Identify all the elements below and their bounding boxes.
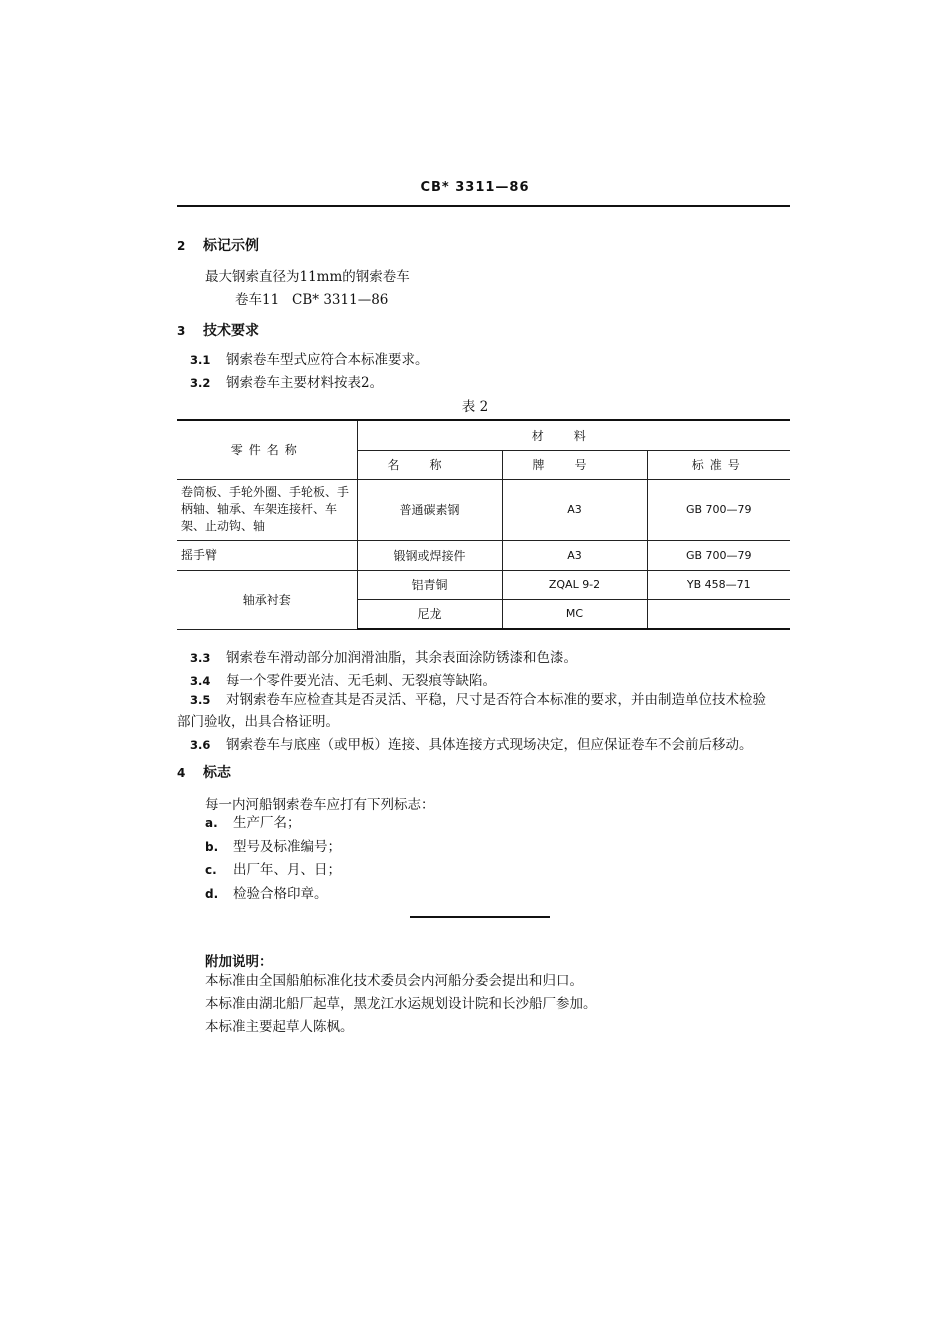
clause-3-5 [190, 688, 766, 708]
section-3-heading [177, 320, 259, 340]
notes-title: 附加说明： [205, 954, 273, 970]
list-item: a. 生产厂名； [205, 815, 301, 831]
cell-name: 铝青铜 [357, 570, 502, 599]
clause-text: 钢索卷车主要材料按表2。 [226, 375, 384, 391]
cell-part: 卷筒板、手轮外圈、手轮板、手柄轴、轴承、车架连接杆、车架、止动钩、轴 [177, 479, 357, 540]
materials-table [177, 419, 790, 630]
cell-standard [647, 599, 790, 629]
clause-number: 3.2 [190, 376, 211, 390]
clause-number: 3.5 [190, 693, 211, 707]
header-material: 材料 [357, 420, 790, 450]
cell-name: 尼龙 [357, 599, 502, 629]
subheader-grade: 牌号 [502, 450, 647, 479]
section-number: 4 [177, 766, 186, 780]
header-part-name: 零件名称 [177, 420, 357, 479]
cell-name: 锻钢或焊接件 [357, 540, 502, 570]
clause-3-1 [190, 348, 429, 368]
section-title: 技术要求 [203, 323, 259, 339]
section-number: 2 [177, 239, 186, 253]
section-title: 标记示例 [203, 238, 259, 254]
list-item: c. 出厂年、月、日； [205, 862, 341, 878]
clause-number: 3.4 [190, 674, 211, 688]
marking-example-code: 卷车11 CB* 3311—86 [235, 292, 389, 308]
subheader-name: 名称 [357, 450, 502, 479]
subheader-standard: 标准号 [647, 450, 790, 479]
cell-grade: A3 [502, 540, 647, 570]
clause-3-4 [190, 669, 496, 689]
section-number: 3 [177, 324, 186, 338]
notes-line: 本标准主要起草人陈枫。 [205, 1019, 354, 1035]
section-2-heading [177, 235, 259, 255]
cell-grade: ZQAL 9-2 [502, 570, 647, 599]
cell-part: 轴承衬套 [177, 570, 357, 629]
notes-line: 本标准由湖北船厂起草，黑龙江水运规划设计院和长沙船厂参加。 [205, 996, 597, 1012]
list-item: d. 检验合格印章。 [205, 885, 328, 902]
clause-3-3 [190, 646, 577, 666]
cell-standard: GB 700—79 [647, 540, 790, 570]
table-caption: 表 2 [461, 399, 489, 415]
clause-number: 3.6 [190, 738, 211, 752]
cell-grade: A3 [502, 479, 647, 540]
cell-grade: MC [502, 599, 647, 629]
table-row [177, 479, 790, 540]
list-item: b. 型号及标准编号； [205, 838, 341, 855]
section-4-heading [177, 762, 231, 782]
table-row [177, 540, 790, 570]
notes-body [205, 970, 597, 1039]
marking-list [205, 812, 341, 906]
cell-part: 摇手臂 [177, 540, 357, 570]
clause-3-5-continuation: 部门验收，出具合格证明。 [177, 714, 339, 730]
cell-name: 普通碳素钢 [357, 479, 502, 540]
document-code: CB* 3311—86 [420, 180, 530, 195]
clause-text: 钢索卷车型式应符合本标准要求。 [226, 352, 429, 368]
clause-text: 每一个零件要光洁、无毛刺、无裂痕等缺陷。 [226, 673, 496, 689]
header-rule [177, 205, 790, 207]
end-separator-rule [410, 916, 550, 918]
clause-text: 对钢索卷车应检查其是否灵活、平稳，尺寸是否符合本标准的要求，并由制造单位技术检验 [226, 692, 766, 708]
table-row [177, 570, 790, 599]
clause-3-6 [190, 733, 753, 753]
section-title: 标志 [203, 765, 231, 781]
marking-example-line: 最大钢索直径为11mm的钢索卷车 [205, 269, 410, 285]
clause-number: 3.3 [190, 651, 211, 665]
notes-line: 本标准由全国船舶标准化技术委员会内河船分委会提出和归口。 [205, 973, 583, 989]
cell-standard: YB 458—71 [647, 570, 790, 599]
marking-intro: 每一内河船钢索卷车应打有下列标志： [205, 797, 435, 813]
clause-text: 钢索卷车与底座（或甲板）连接、具体连接方式现场决定，但应保证卷车不会前后移动。 [226, 737, 753, 753]
clause-number: 3.1 [190, 353, 211, 367]
clause-text: 钢索卷车滑动部分加润滑油脂，其余表面涂防锈漆和色漆。 [226, 650, 577, 666]
cell-standard: GB 700—79 [647, 479, 790, 540]
clause-3-2 [190, 371, 383, 391]
